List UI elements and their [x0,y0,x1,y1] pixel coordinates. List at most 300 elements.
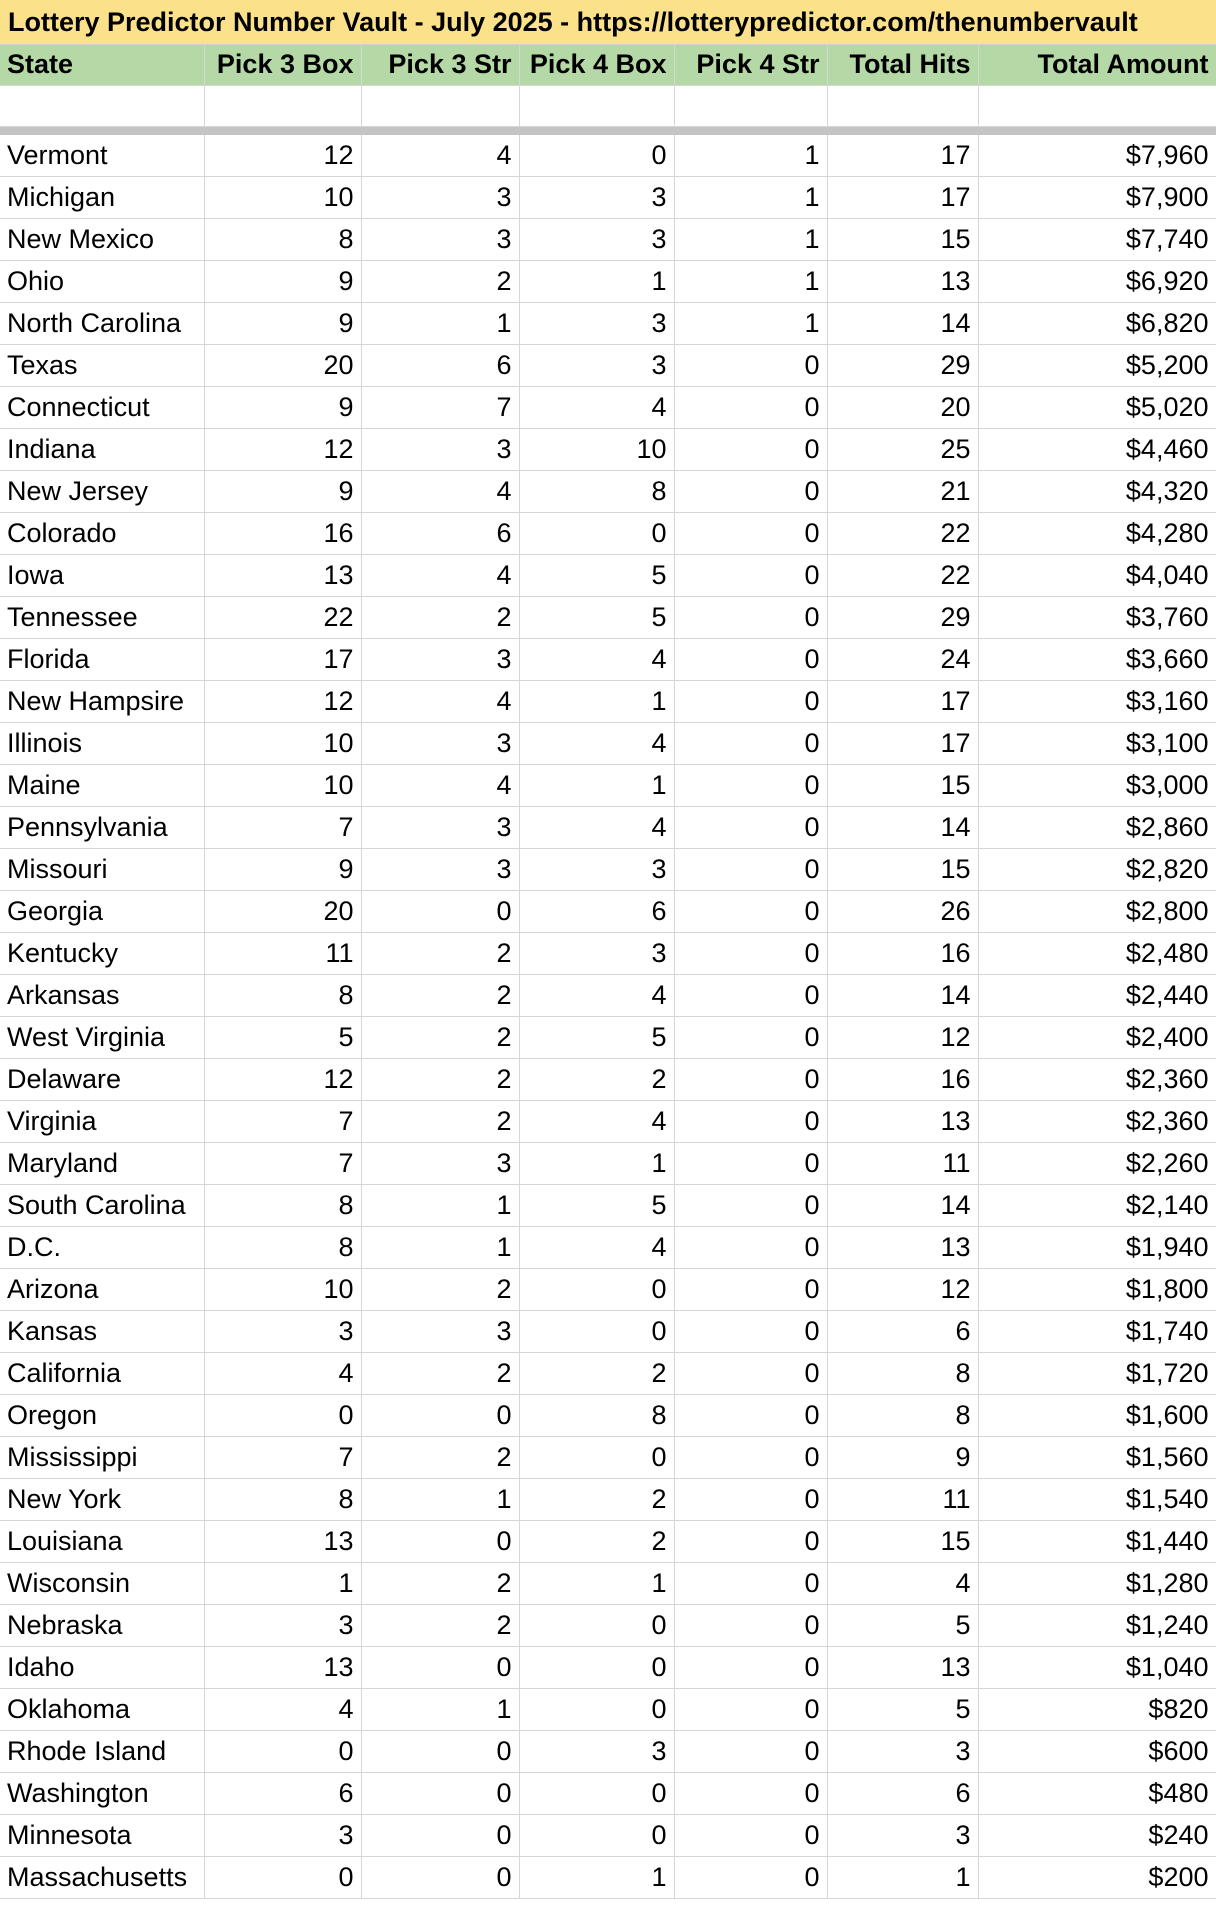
cell-pick-4-str[interactable]: 0 [674,974,827,1016]
column-header-pick-4-str[interactable]: Pick 4 Str [674,45,827,85]
cell-pick-3-box[interactable]: 0 [204,1856,361,1898]
cell-pick-4-box[interactable]: 2 [519,1352,674,1394]
cell-state[interactable]: Minnesota [0,1814,204,1856]
cell-total-amount[interactable]: $5,200 [978,344,1216,386]
cell-pick-3-box[interactable]: 12 [204,428,361,470]
cell-total-amount[interactable]: $2,360 [978,1058,1216,1100]
cell-pick-4-str[interactable]: 0 [674,1730,827,1772]
cell-total-amount[interactable]: $4,280 [978,512,1216,554]
cell-pick-3-str[interactable]: 0 [361,1394,519,1436]
cell-pick-3-str[interactable]: 4 [361,470,519,512]
cell-pick-3-box[interactable]: 11 [204,932,361,974]
cell-state[interactable]: Kansas [0,1310,204,1352]
cell-pick-3-str[interactable]: 7 [361,386,519,428]
cell-pick-3-str[interactable]: 6 [361,512,519,554]
cell-pick-4-box[interactable]: 5 [519,1016,674,1058]
cell-pick-3-str[interactable]: 3 [361,638,519,680]
cell-pick-4-str[interactable]: 0 [674,512,827,554]
cell-pick-4-box[interactable]: 5 [519,596,674,638]
cell-state[interactable]: Connecticut [0,386,204,428]
cell-total-hits[interactable]: 3 [827,1814,978,1856]
cell-pick-3-str[interactable]: 0 [361,1730,519,1772]
empty-cell[interactable] [204,85,361,126]
cell-total-hits[interactable]: 14 [827,302,978,344]
cell-pick-4-str[interactable]: 0 [674,1394,827,1436]
column-header-pick-3-box[interactable]: Pick 3 Box [204,45,361,85]
cell-pick-3-str[interactable]: 2 [361,1268,519,1310]
cell-total-amount[interactable]: $1,240 [978,1604,1216,1646]
cell-pick-4-str[interactable]: 0 [674,1142,827,1184]
cell-total-amount[interactable]: $1,440 [978,1520,1216,1562]
cell-total-amount[interactable]: $7,900 [978,176,1216,218]
cell-pick-4-box[interactable]: 3 [519,1730,674,1772]
cell-total-hits[interactable]: 13 [827,1226,978,1268]
cell-total-hits[interactable]: 17 [827,722,978,764]
empty-cell[interactable] [0,85,204,126]
cell-pick-4-box[interactable]: 8 [519,470,674,512]
cell-state[interactable]: Rhode Island [0,1730,204,1772]
cell-total-hits[interactable]: 17 [827,134,978,176]
cell-pick-4-str[interactable]: 0 [674,1478,827,1520]
cell-pick-4-str[interactable]: 0 [674,1268,827,1310]
cell-total-hits[interactable]: 15 [827,848,978,890]
cell-total-amount[interactable]: $1,600 [978,1394,1216,1436]
cell-total-hits[interactable]: 5 [827,1604,978,1646]
cell-pick-4-str[interactable]: 0 [674,1352,827,1394]
cell-state[interactable]: Virginia [0,1100,204,1142]
cell-pick-3-box[interactable]: 10 [204,176,361,218]
cell-pick-4-box[interactable]: 1 [519,1856,674,1898]
cell-pick-4-box[interactable]: 4 [519,806,674,848]
cell-pick-3-box[interactable]: 10 [204,1268,361,1310]
cell-pick-4-box[interactable]: 3 [519,218,674,260]
cell-pick-4-box[interactable]: 0 [519,1268,674,1310]
cell-total-amount[interactable]: $4,040 [978,554,1216,596]
cell-pick-4-str[interactable]: 0 [674,554,827,596]
cell-total-amount[interactable]: $480 [978,1772,1216,1814]
cell-pick-3-str[interactable]: 0 [361,890,519,932]
cell-total-amount[interactable]: $820 [978,1688,1216,1730]
cell-pick-4-box[interactable]: 0 [519,1772,674,1814]
cell-pick-4-str[interactable]: 0 [674,344,827,386]
cell-total-hits[interactable]: 22 [827,554,978,596]
cell-total-amount[interactable]: $2,260 [978,1142,1216,1184]
cell-pick-3-str[interactable]: 3 [361,1142,519,1184]
cell-state[interactable]: Delaware [0,1058,204,1100]
cell-pick-4-str[interactable]: 0 [674,932,827,974]
cell-pick-3-box[interactable]: 8 [204,218,361,260]
cell-total-amount[interactable]: $240 [978,1814,1216,1856]
cell-total-amount[interactable]: $2,400 [978,1016,1216,1058]
cell-total-hits[interactable]: 11 [827,1142,978,1184]
cell-pick-3-str[interactable]: 2 [361,932,519,974]
cell-total-hits[interactable]: 29 [827,344,978,386]
cell-pick-3-str[interactable]: 3 [361,722,519,764]
cell-pick-3-str[interactable]: 3 [361,1310,519,1352]
cell-pick-4-box[interactable]: 2 [519,1058,674,1100]
cell-pick-3-str[interactable]: 0 [361,1646,519,1688]
cell-state[interactable]: New York [0,1478,204,1520]
cell-pick-3-str[interactable]: 6 [361,344,519,386]
cell-total-hits[interactable]: 12 [827,1268,978,1310]
cell-pick-3-str[interactable]: 1 [361,1184,519,1226]
cell-pick-3-box[interactable]: 10 [204,764,361,806]
cell-pick-4-box[interactable]: 3 [519,302,674,344]
cell-total-hits[interactable]: 15 [827,764,978,806]
cell-pick-4-box[interactable]: 0 [519,1688,674,1730]
cell-pick-4-box[interactable]: 1 [519,1562,674,1604]
cell-pick-4-str[interactable]: 0 [674,386,827,428]
cell-pick-4-box[interactable]: 0 [519,512,674,554]
cell-total-amount[interactable]: $2,480 [978,932,1216,974]
cell-total-hits[interactable]: 13 [827,1100,978,1142]
cell-pick-3-box[interactable]: 3 [204,1310,361,1352]
empty-cell[interactable] [674,85,827,126]
cell-state[interactable]: Iowa [0,554,204,596]
cell-pick-4-str[interactable]: 0 [674,1016,827,1058]
cell-state[interactable]: D.C. [0,1226,204,1268]
cell-total-amount[interactable]: $1,940 [978,1226,1216,1268]
cell-pick-4-str[interactable]: 0 [674,1604,827,1646]
cell-pick-3-box[interactable]: 20 [204,890,361,932]
cell-pick-4-str[interactable]: 0 [674,1562,827,1604]
cell-total-hits[interactable]: 24 [827,638,978,680]
cell-total-hits[interactable]: 8 [827,1352,978,1394]
cell-pick-3-box[interactable]: 9 [204,302,361,344]
cell-pick-3-str[interactable]: 3 [361,218,519,260]
cell-pick-3-box[interactable]: 12 [204,680,361,722]
sheet-title[interactable]: Lottery Predictor Number Vault - July 2025 - https://lotterypredictor.com/thenumbervault [0,0,1216,45]
cell-pick-4-box[interactable]: 1 [519,764,674,806]
cell-pick-4-str[interactable]: 0 [674,1100,827,1142]
cell-pick-3-box[interactable]: 9 [204,260,361,302]
cell-total-amount[interactable]: $1,800 [978,1268,1216,1310]
cell-pick-3-str[interactable]: 0 [361,1814,519,1856]
cell-total-hits[interactable]: 15 [827,1520,978,1562]
cell-total-hits[interactable]: 3 [827,1730,978,1772]
cell-pick-4-str[interactable]: 0 [674,596,827,638]
cell-pick-3-box[interactable]: 7 [204,1436,361,1478]
column-header-pick-4-box[interactable]: Pick 4 Box [519,45,674,85]
cell-total-hits[interactable]: 11 [827,1478,978,1520]
cell-state[interactable]: Colorado [0,512,204,554]
cell-pick-3-str[interactable]: 2 [361,1058,519,1100]
cell-pick-4-box[interactable]: 2 [519,1478,674,1520]
cell-state[interactable]: North Carolina [0,302,204,344]
cell-pick-3-box[interactable]: 0 [204,1730,361,1772]
cell-pick-4-box[interactable]: 4 [519,1226,674,1268]
cell-pick-4-str[interactable]: 0 [674,1646,827,1688]
cell-pick-4-box[interactable]: 0 [519,1646,674,1688]
cell-pick-4-str[interactable]: 0 [674,1436,827,1478]
cell-pick-4-box[interactable]: 3 [519,932,674,974]
cell-state[interactable]: Texas [0,344,204,386]
cell-pick-4-str[interactable]: 0 [674,764,827,806]
cell-pick-3-str[interactable]: 2 [361,1436,519,1478]
cell-total-hits[interactable]: 5 [827,1688,978,1730]
cell-state[interactable]: Georgia [0,890,204,932]
cell-total-amount[interactable]: $1,280 [978,1562,1216,1604]
cell-total-amount[interactable]: $6,820 [978,302,1216,344]
cell-pick-4-box[interactable]: 4 [519,638,674,680]
cell-pick-4-str[interactable]: 0 [674,890,827,932]
cell-pick-4-str[interactable]: 1 [674,260,827,302]
cell-pick-4-str[interactable]: 0 [674,1772,827,1814]
cell-state[interactable]: Massachusetts [0,1856,204,1898]
cell-total-amount[interactable]: $1,040 [978,1646,1216,1688]
cell-pick-4-box[interactable]: 6 [519,890,674,932]
cell-pick-3-box[interactable]: 0 [204,1394,361,1436]
cell-pick-3-box[interactable]: 9 [204,470,361,512]
cell-pick-3-box[interactable]: 8 [204,1184,361,1226]
cell-state[interactable]: Mississippi [0,1436,204,1478]
cell-total-hits[interactable]: 12 [827,1016,978,1058]
cell-total-amount[interactable]: $3,160 [978,680,1216,722]
cell-pick-4-box[interactable]: 2 [519,1520,674,1562]
cell-total-hits[interactable]: 16 [827,1058,978,1100]
empty-cell[interactable] [519,85,674,126]
cell-state[interactable]: Illinois [0,722,204,764]
cell-pick-3-str[interactable]: 0 [361,1520,519,1562]
cell-total-amount[interactable]: $1,560 [978,1436,1216,1478]
cell-total-amount[interactable]: $600 [978,1730,1216,1772]
cell-total-hits[interactable]: 17 [827,680,978,722]
cell-total-amount[interactable]: $2,140 [978,1184,1216,1226]
cell-pick-3-str[interactable]: 4 [361,680,519,722]
cell-state[interactable]: Nebraska [0,1604,204,1646]
cell-pick-3-str[interactable]: 0 [361,1856,519,1898]
cell-pick-4-str[interactable]: 0 [674,470,827,512]
cell-total-hits[interactable]: 14 [827,1184,978,1226]
cell-pick-3-str[interactable]: 2 [361,1604,519,1646]
cell-state[interactable]: Ohio [0,260,204,302]
cell-pick-3-str[interactable]: 4 [361,554,519,596]
freeze-divider[interactable] [0,126,1216,134]
cell-pick-4-str[interactable]: 0 [674,1184,827,1226]
cell-total-hits[interactable]: 21 [827,470,978,512]
cell-state[interactable]: Arkansas [0,974,204,1016]
cell-total-hits[interactable]: 9 [827,1436,978,1478]
column-header-total-amount[interactable]: Total Amount [978,45,1216,85]
cell-pick-3-box[interactable]: 13 [204,554,361,596]
cell-pick-4-box[interactable]: 0 [519,1436,674,1478]
cell-pick-4-box[interactable]: 4 [519,1100,674,1142]
cell-state[interactable]: Oregon [0,1394,204,1436]
cell-pick-4-box[interactable]: 1 [519,1142,674,1184]
cell-state[interactable]: Louisiana [0,1520,204,1562]
cell-pick-4-box[interactable]: 3 [519,344,674,386]
cell-pick-3-str[interactable]: 2 [361,974,519,1016]
cell-pick-4-box[interactable]: 8 [519,1394,674,1436]
cell-total-hits[interactable]: 8 [827,1394,978,1436]
cell-pick-3-box[interactable]: 3 [204,1814,361,1856]
cell-pick-3-box[interactable]: 6 [204,1772,361,1814]
cell-state[interactable]: Vermont [0,134,204,176]
cell-total-amount[interactable]: $5,020 [978,386,1216,428]
cell-state[interactable]: Michigan [0,176,204,218]
cell-total-amount[interactable]: $2,360 [978,1100,1216,1142]
cell-pick-3-box[interactable]: 7 [204,806,361,848]
cell-pick-3-box[interactable]: 4 [204,1352,361,1394]
cell-total-hits[interactable]: 29 [827,596,978,638]
cell-total-hits[interactable]: 4 [827,1562,978,1604]
cell-state[interactable]: West Virginia [0,1016,204,1058]
cell-pick-4-box[interactable]: 0 [519,134,674,176]
cell-state[interactable]: Arizona [0,1268,204,1310]
cell-pick-4-box[interactable]: 4 [519,974,674,1016]
empty-cell[interactable] [361,85,519,126]
cell-pick-3-str[interactable]: 1 [361,302,519,344]
cell-pick-3-str[interactable]: 3 [361,848,519,890]
freeze-divider-bar[interactable] [0,126,1216,134]
cell-pick-3-str[interactable]: 1 [361,1478,519,1520]
cell-total-hits[interactable]: 13 [827,1646,978,1688]
cell-pick-4-box[interactable]: 0 [519,1604,674,1646]
cell-state[interactable]: Indiana [0,428,204,470]
cell-pick-4-str[interactable]: 0 [674,1058,827,1100]
empty-cell[interactable] [978,85,1216,126]
cell-total-amount[interactable]: $2,800 [978,890,1216,932]
cell-pick-3-str[interactable]: 2 [361,1100,519,1142]
cell-total-amount[interactable]: $3,000 [978,764,1216,806]
cell-pick-4-box[interactable]: 0 [519,1814,674,1856]
cell-total-amount[interactable]: $7,960 [978,134,1216,176]
cell-state[interactable]: Tennessee [0,596,204,638]
cell-total-amount[interactable]: $4,320 [978,470,1216,512]
cell-total-hits[interactable]: 17 [827,176,978,218]
cell-total-hits[interactable]: 13 [827,260,978,302]
cell-pick-4-str[interactable]: 0 [674,1520,827,1562]
cell-pick-4-str[interactable]: 0 [674,638,827,680]
cell-state[interactable]: Idaho [0,1646,204,1688]
cell-state[interactable]: Missouri [0,848,204,890]
cell-pick-3-box[interactable]: 12 [204,134,361,176]
cell-pick-4-str[interactable]: 0 [674,806,827,848]
cell-total-hits[interactable]: 22 [827,512,978,554]
cell-pick-4-box[interactable]: 0 [519,1310,674,1352]
cell-pick-4-str[interactable]: 0 [674,1688,827,1730]
cell-pick-3-box[interactable]: 13 [204,1646,361,1688]
cell-pick-4-box[interactable]: 4 [519,386,674,428]
cell-pick-3-str[interactable]: 2 [361,1352,519,1394]
cell-pick-4-box[interactable]: 10 [519,428,674,470]
cell-total-amount[interactable]: $3,660 [978,638,1216,680]
cell-state[interactable]: Oklahoma [0,1688,204,1730]
cell-pick-3-box[interactable]: 22 [204,596,361,638]
cell-total-amount[interactable]: $3,100 [978,722,1216,764]
cell-state[interactable]: Maryland [0,1142,204,1184]
cell-total-amount[interactable]: $3,760 [978,596,1216,638]
cell-pick-3-box[interactable]: 4 [204,1688,361,1730]
cell-pick-3-box[interactable]: 10 [204,722,361,764]
cell-state[interactable]: California [0,1352,204,1394]
cell-pick-3-box[interactable]: 7 [204,1142,361,1184]
cell-pick-4-str[interactable]: 0 [674,1310,827,1352]
cell-total-amount[interactable]: $1,540 [978,1478,1216,1520]
cell-total-hits[interactable]: 14 [827,974,978,1016]
cell-pick-3-str[interactable]: 3 [361,176,519,218]
cell-state[interactable]: New Mexico [0,218,204,260]
empty-cell[interactable] [827,85,978,126]
cell-total-hits[interactable]: 6 [827,1310,978,1352]
cell-pick-4-str[interactable]: 1 [674,176,827,218]
cell-total-amount[interactable]: $1,720 [978,1352,1216,1394]
cell-pick-3-str[interactable]: 0 [361,1772,519,1814]
cell-pick-3-box[interactable]: 9 [204,386,361,428]
cell-pick-3-box[interactable]: 8 [204,1226,361,1268]
cell-state[interactable]: Washington [0,1772,204,1814]
cell-pick-4-str[interactable]: 1 [674,218,827,260]
cell-pick-3-box[interactable]: 1 [204,1562,361,1604]
cell-state[interactable]: Kentucky [0,932,204,974]
cell-total-amount[interactable]: $2,860 [978,806,1216,848]
cell-pick-3-str[interactable]: 2 [361,1562,519,1604]
cell-total-amount[interactable]: $6,920 [978,260,1216,302]
cell-pick-3-str[interactable]: 2 [361,596,519,638]
cell-pick-3-box[interactable]: 7 [204,1100,361,1142]
cell-pick-3-str[interactable]: 4 [361,134,519,176]
column-header-state[interactable]: State [0,45,204,85]
cell-total-amount[interactable]: $1,740 [978,1310,1216,1352]
cell-state[interactable]: New Hampsire [0,680,204,722]
cell-pick-3-str[interactable]: 1 [361,1226,519,1268]
cell-pick-4-str[interactable]: 0 [674,1814,827,1856]
cell-total-hits[interactable]: 16 [827,932,978,974]
cell-total-amount[interactable]: $200 [978,1856,1216,1898]
cell-pick-3-str[interactable]: 3 [361,806,519,848]
cell-state[interactable]: Wisconsin [0,1562,204,1604]
cell-total-hits[interactable]: 26 [827,890,978,932]
cell-pick-4-box[interactable]: 4 [519,722,674,764]
cell-pick-4-str[interactable]: 0 [674,1856,827,1898]
cell-pick-3-box[interactable]: 20 [204,344,361,386]
cell-pick-4-box[interactable]: 5 [519,1184,674,1226]
cell-pick-3-str[interactable]: 3 [361,428,519,470]
cell-pick-4-box[interactable]: 5 [519,554,674,596]
cell-pick-4-box[interactable]: 3 [519,848,674,890]
column-header-total-hits[interactable]: Total Hits [827,45,978,85]
cell-pick-4-str[interactable]: 0 [674,1226,827,1268]
cell-pick-3-str[interactable]: 1 [361,1688,519,1730]
cell-pick-4-str[interactable]: 1 [674,302,827,344]
column-header-pick-3-str[interactable]: Pick 3 Str [361,45,519,85]
cell-total-hits[interactable]: 25 [827,428,978,470]
cell-state[interactable]: Pennsylvania [0,806,204,848]
cell-total-amount[interactable]: $7,740 [978,218,1216,260]
cell-pick-4-box[interactable]: 3 [519,176,674,218]
cell-total-hits[interactable]: 20 [827,386,978,428]
cell-total-hits[interactable]: 15 [827,218,978,260]
cell-total-amount[interactable]: $2,820 [978,848,1216,890]
cell-pick-4-box[interactable]: 1 [519,260,674,302]
cell-pick-3-box[interactable]: 12 [204,1058,361,1100]
cell-pick-3-box[interactable]: 16 [204,512,361,554]
cell-total-amount[interactable]: $2,440 [978,974,1216,1016]
cell-state[interactable]: South Carolina [0,1184,204,1226]
cell-pick-3-box[interactable]: 5 [204,1016,361,1058]
cell-pick-4-str[interactable]: 0 [674,848,827,890]
cell-pick-4-box[interactable]: 1 [519,680,674,722]
cell-total-hits[interactable]: 14 [827,806,978,848]
cell-total-hits[interactable]: 6 [827,1772,978,1814]
cell-pick-3-box[interactable]: 3 [204,1604,361,1646]
cell-total-amount[interactable]: $4,460 [978,428,1216,470]
cell-total-hits[interactable]: 1 [827,1856,978,1898]
cell-pick-3-str[interactable]: 4 [361,764,519,806]
cell-pick-4-str[interactable]: 1 [674,134,827,176]
cell-pick-3-str[interactable]: 2 [361,260,519,302]
cell-pick-3-box[interactable]: 17 [204,638,361,680]
